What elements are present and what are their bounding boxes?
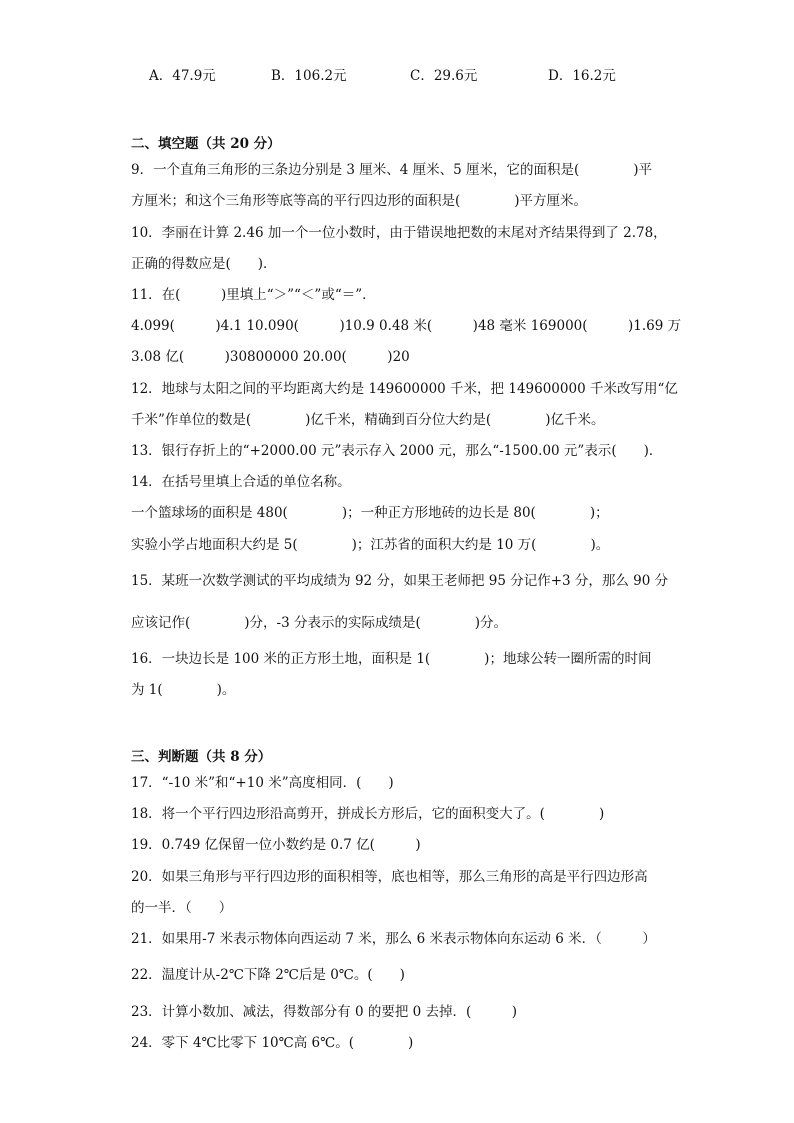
option-d: D．16.2元 (548, 68, 616, 84)
question-line: 18．将一个平行四边形沿高剪开，拼成长方形后，它的面积变大了。( ) (131, 806, 605, 822)
question-line: 3.08 亿( )30800000 20.00( )20 (131, 349, 410, 365)
question-line: 22．温度计从-2℃下降 2℃后是 0℃。( ) (131, 967, 405, 983)
question-line: 19．0.749 亿保留一位小数约是 0.7 亿( ) (131, 837, 421, 853)
question-line: 16．一块边长是 100 米的正方形土地，面积是 1( )；地球公转一圈所需的时间 (131, 651, 652, 667)
question-line: 24．零下 4℃比零下 10℃高 6℃。( ) (131, 1035, 414, 1051)
question-line: 15．某班一次数学测试的平均成绩为 92 分，如果王老师把 95 分记作+3 分，那么 90 分 (131, 573, 669, 589)
option-b: B．106.2元 (271, 68, 347, 84)
question-line: 17．“-10 米”和“+10 米”高度相同．( ) (131, 775, 394, 791)
question-line: 千米”作单位的数是( )亿千米，精确到百分位大约是( )亿千米。 (131, 412, 605, 428)
question-line: 11．在( )里填上“＞”“＜”或“＝”． (131, 287, 376, 303)
option-c: C．29.6元 (410, 68, 478, 84)
question-line: 12．地球与太阳之间的平均距离大约是 149600000 千米，把 149600000 千米改写用“亿 (131, 381, 678, 397)
question-line: 14．在括号里填上合适的单位名称。 (131, 474, 351, 490)
question-line: 应该记作( )分，-3 分表示的实际成绩是( )分。 (131, 615, 508, 631)
question-line: 9．一个直角三角形的三条边分别是 3 厘米、4 厘米、5 厘米，它的面积是( )平 (131, 162, 653, 178)
question-line: 一个篮球场的面积是 480( )；一种正方形地砖的边长是 80( )； (131, 505, 609, 521)
question-line: 正确的得数应是( )． (131, 256, 277, 272)
question-line: 为 1( )。 (131, 682, 236, 698)
question-line: 的一半．（ ） (131, 900, 233, 916)
option-a: A．47.9元 (149, 68, 216, 84)
question-line: 13．银行存折上的“+2000.00 元”表示存入 2000 元，那么“-1500.00 元”表示( )． (131, 443, 663, 459)
section-heading-true-false: 三、判断题（共 8 分） (131, 749, 272, 765)
question-line: 方厘米；和这个三角形等底等高的平行四边形的面积是( )平方厘米。 (131, 193, 588, 209)
question-line: 10．李丽在计算 2.46 加一个一位小数时，由于错误地把数的末尾对齐结果得到了 2.78， (131, 225, 667, 241)
question-line: 21．如果用-7 米表示物体向西运动 7 米，那么 6 米表示物体向东运动 6 米．（ ） (131, 931, 656, 947)
section-heading-fill-blanks: 二、填空题（共 20 分） (131, 136, 281, 152)
question-line: 23．计算小数加、减法，得数部分有 0 的要把 0 去掉．( ) (131, 1004, 518, 1020)
question-line: 20．如果三角形与平行四边形的面积相等，底也相等，那么三角形的高是平行四边形高 (131, 869, 648, 885)
question-line: 实验小学占地面积大约是 5( )；江苏省的面积大约是 10 万( )。 (131, 537, 610, 553)
question-line: 4.099( )4.1 10.090( )10.9 0.48 米( )48 毫米 169000( )1.69 万 (131, 318, 682, 334)
